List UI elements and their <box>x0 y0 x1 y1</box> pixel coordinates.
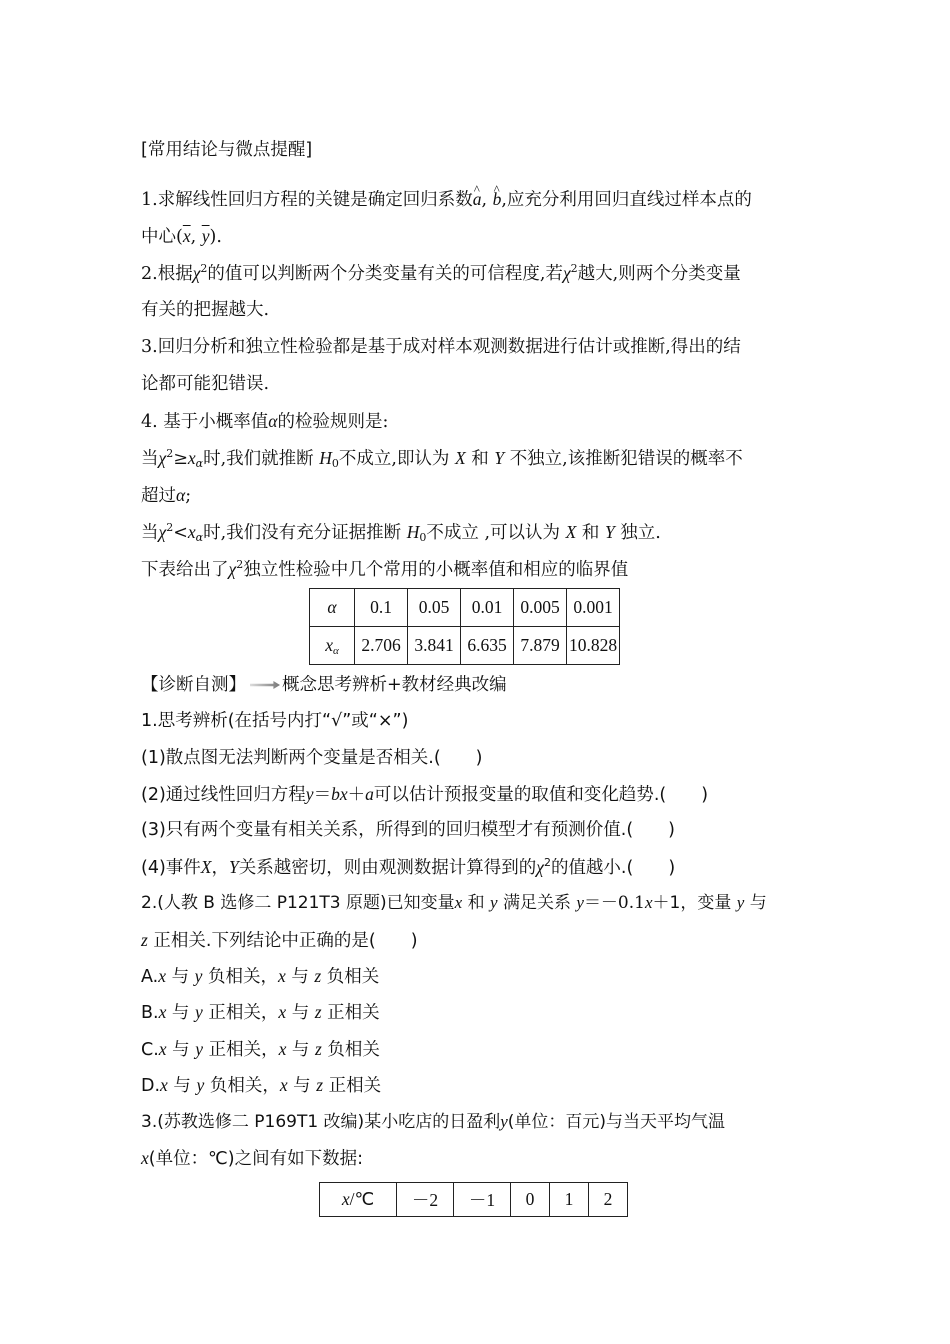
q1-item-2: (2)通过线性回归方程y＝bx＋a可以估计预报变量的取值和变化趋势.( ) <box>141 784 709 805</box>
diagnosis-subtitle: 概念思考辨析+教材经典改编 <box>282 675 507 695</box>
conclusion-1-line-2: 中心($\overline{x}$, $\overline{y}$). <box>141 226 222 247</box>
table-cell: －1 <box>454 1183 511 1217</box>
q2-option-d[interactable]: D.x 与 y 负相关，x 与 z 正相关 <box>141 1075 382 1096</box>
diagnosis-title: 【诊断自测】 <box>141 675 246 695</box>
table-cell: 2.706 <box>355 627 408 665</box>
table-cell-header: $x_\alpha$ <box>310 627 355 665</box>
diagnosis-header <box>141 673 507 697</box>
table-cell: 0 <box>511 1183 550 1217</box>
temperature-table <box>319 1182 628 1217</box>
conclusion-2-line-1: 2.根据$\chi^2$的值可以判断两个分类变量有关的可信程度,若$\chi^2$越大,则两个分类变量 <box>141 262 741 284</box>
table-cell: －2 <box>397 1183 454 1217</box>
table-cell-header: x/℃ <box>320 1183 397 1217</box>
table-cell: 0.05 <box>408 589 461 627</box>
table-cell: 2 <box>589 1183 628 1217</box>
section-title: [常用结论与微点提醒] <box>141 140 313 160</box>
table-cell: 6.635 <box>461 627 514 665</box>
table-cell-header: α <box>310 589 355 627</box>
table-row <box>310 627 620 665</box>
table-cell: 1 <box>550 1183 589 1217</box>
q3-stem-line-1: 3.(苏教选修二 P169T1 改编)某小吃店的日盈利y(单位：百元)与当天平均气温 <box>141 1112 726 1132</box>
q2-stem-line-2: z 正相关.下列结论中正确的是( ) <box>141 930 418 951</box>
conclusion-4-line-1: 4. 基于小概率值α的检验规则是: <box>141 411 389 432</box>
conclusion-1-line-1: 1.求解线性回归方程的关键是确定回归系数^ a, ^ b,应充分利用回归直线过样本点的 <box>141 187 752 212</box>
table-cell: 0.01 <box>461 589 514 627</box>
conclusion-4-line-2: 当$\chi^2\ge x_\alpha$时,我们就推断 $H_0$不成立,即认为 X 和 Y 不独立,该推断犯错误的概率不 <box>141 447 743 470</box>
table-cell: 7.879 <box>514 627 567 665</box>
q2-option-a[interactable]: A.x 与 y 负相关，x 与 z 负相关 <box>141 966 380 987</box>
table-cell: 0.1 <box>355 589 408 627</box>
table-cell: 0.005 <box>514 589 567 627</box>
q1-intro: 1.思考辨析(在括号内打“√”或“×”) <box>141 711 409 731</box>
q2-stem-line-1: 2.(人教 B 选修二 P121T3 原题)已知变量x 和 y 满足关系 y＝－0.1x＋1，变量 y 与 <box>141 893 767 913</box>
table-row <box>320 1183 628 1217</box>
table-cell: 3.841 <box>408 627 461 665</box>
table-cell: 0.001 <box>567 589 620 627</box>
conclusion-4-line-5: 下表给出了$\chi^2$独立性检验中几个常用的小概率值和相应的临界值 <box>141 558 629 580</box>
conclusion-3-line-1: 3.回归分析和独立性检验都是基于成对样本观测数据进行估计或推断,得出的结 <box>141 337 741 357</box>
q3-stem-line-2: x(单位：℃)之间有如下数据: <box>141 1148 363 1169</box>
conclusion-4-line-3: 超过α; <box>141 485 192 506</box>
alpha-critical-value-table <box>309 588 620 665</box>
table-cell: 10.828 <box>567 627 620 665</box>
q1-item-3: (3)只有两个变量有相关关系，所得到的回归模型才有预测价值.( ) <box>141 820 676 840</box>
conclusion-4-line-4: 当$\chi^2<x_\alpha$时,我们没有充分证据推断 $H_0$不成立 ,可以认为 X 和 Y 独立. <box>141 521 661 544</box>
q2-option-b[interactable]: B.x 与 y 正相关，x 与 z 正相关 <box>141 1002 380 1023</box>
q2-option-c[interactable]: C.x 与 y 正相关，x 与 z 负相关 <box>141 1039 380 1060</box>
q1-item-1: (1)散点图无法判断两个变量是否相关.( ) <box>141 748 483 768</box>
q1-item-4: (4)事件X，Y关系越密切，则由观测数据计算得到的$\chi^2$的值越小.( ) <box>141 856 676 878</box>
arrow-right-icon <box>250 681 280 689</box>
conclusion-3-line-2: 论都可能犯错误. <box>141 374 270 394</box>
conclusion-2-line-2: 有关的把握越大. <box>141 300 270 320</box>
table-row <box>310 589 620 627</box>
